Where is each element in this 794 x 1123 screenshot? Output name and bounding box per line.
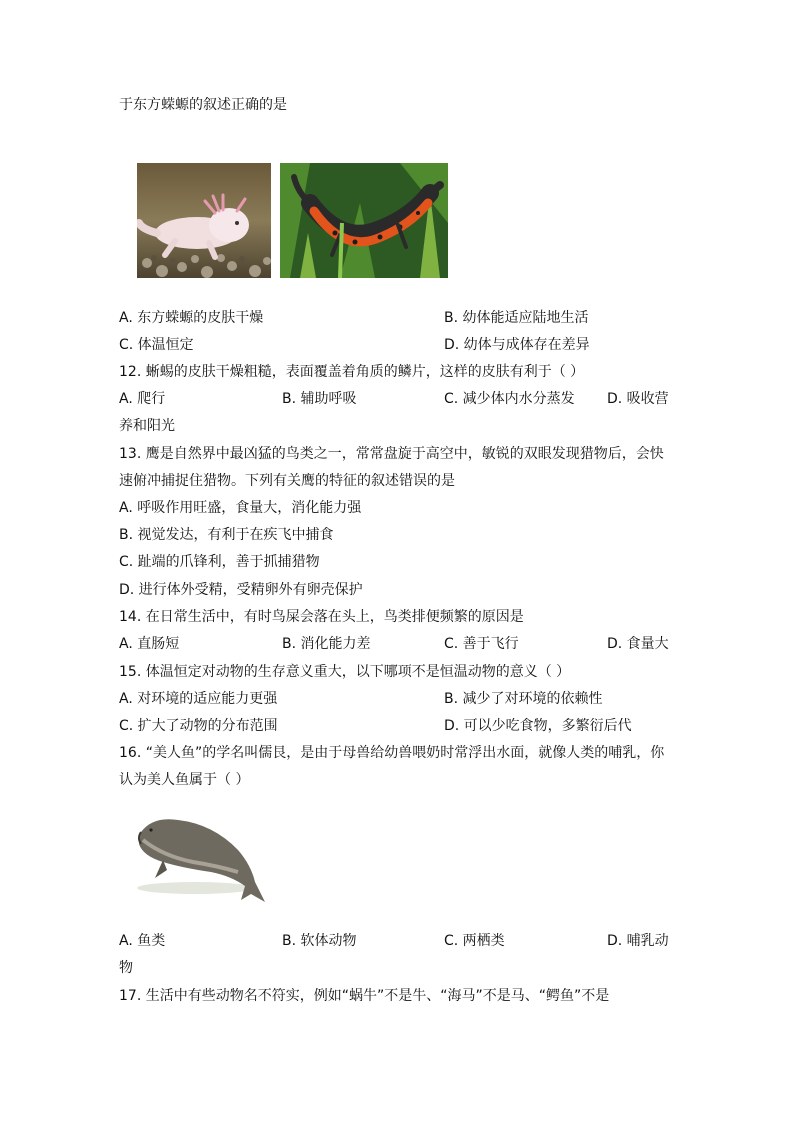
q12-option-c[interactable]: C. 减少体内水分蒸发	[444, 391, 575, 407]
q16-stem-line1: 16. “美人鱼”的学名叫儒艮，是由于母兽给幼兽喂奶时常浮出水面，就像人类的哺乳，你	[119, 745, 665, 761]
q11-option-d[interactable]: D. 幼体与成体存在差异	[444, 337, 590, 353]
q14-stem: 14. 在日常生活中，有时鸟屎会落在头上，鸟类排便频繁的原因是	[119, 609, 524, 625]
q12-option-b[interactable]: B. 辅助呼吸	[282, 391, 357, 407]
q16-option-c[interactable]: C. 两栖类	[444, 933, 505, 949]
q13-stem-line1: 13. 鹰是自然界中最凶猛的鸟类之一，常常盘旋于高空中，敏锐的双眼发现猎物后，会快	[119, 446, 664, 462]
q12-option-a[interactable]: A. 爬行	[119, 391, 166, 407]
q13-option-a[interactable]: A. 呼吸作用旺盛，食量大，消化能力强	[119, 500, 362, 516]
newt-photo	[280, 163, 448, 278]
q16-option-d-wrap: 物	[119, 960, 133, 976]
q15-option-c[interactable]: C. 扩大了动物的分布范围	[119, 718, 278, 734]
q14-option-b[interactable]: B. 消化能力差	[282, 636, 371, 652]
q13-option-d[interactable]: D. 进行体外受精，受精卵外有卵壳保护	[119, 582, 363, 598]
q16-option-b[interactable]: B. 软体动物	[282, 933, 357, 949]
q17-stem: 17. 生活中有些动物名不符实，例如“蜗牛”不是牛、“海马”不是马、“鳄鱼”不是	[119, 988, 610, 1004]
q15-option-a[interactable]: A. 对环境的适应能力更强	[119, 691, 278, 707]
q13-option-b[interactable]: B. 视觉发达，有利于在疾飞中捕食	[119, 527, 334, 543]
q16-option-d[interactable]: D. 哺乳动	[607, 933, 669, 949]
q14-option-a[interactable]: A. 直肠短	[119, 636, 180, 652]
axolotl-photo	[137, 163, 271, 278]
q14-option-c[interactable]: C. 善于飞行	[444, 636, 519, 652]
dugong-illustration	[133, 810, 267, 905]
q12-option-d[interactable]: D. 吸收营	[607, 391, 669, 407]
q16-option-a[interactable]: A. 鱼类	[119, 933, 166, 949]
q12-option-d-wrap: 养和阳光	[119, 418, 175, 434]
q12-stem: 12. 蜥蜴的皮肤干燥粗糙，表面覆盖着角质的鳞片，这样的皮肤有利于（ ）	[119, 364, 585, 380]
q11-option-a[interactable]: A. 东方蝾螈的皮肤干燥	[119, 310, 264, 326]
q14-option-d[interactable]: D. 食量大	[607, 636, 669, 652]
q11-option-b[interactable]: B. 幼体能适应陆地生活	[444, 310, 589, 326]
q15-stem: 15. 体温恒定对动物的生存意义重大，以下哪项不是恒温动物的意义（ ）	[119, 664, 571, 680]
q15-option-b[interactable]: B. 减少了对环境的依赖性	[444, 691, 603, 707]
q11-stem: 于东方蝾螈的叙述正确的是	[119, 97, 287, 113]
q16-stem-line2: 认为美人鱼属于（ ）	[119, 772, 250, 788]
q15-option-d[interactable]: D. 可以少吃食物，多繁衍后代	[444, 718, 632, 734]
q13-stem-line2: 速俯冲捕捉住猎物。下列有关鹰的特征的叙述错误的是	[119, 473, 455, 489]
q13-option-c[interactable]: C. 趾端的爪锋利，善于抓捕猎物	[119, 554, 320, 570]
q11-option-c[interactable]: C. 体温恒定	[119, 337, 194, 353]
